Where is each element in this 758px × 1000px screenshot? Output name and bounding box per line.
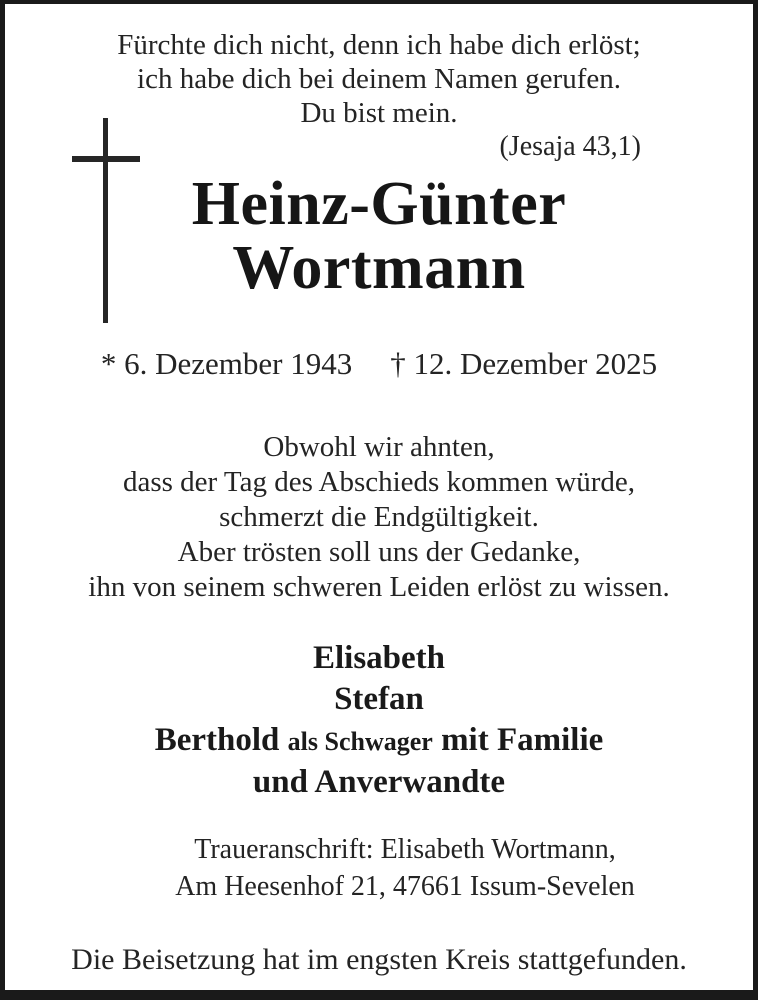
deceased-last-name: Wortmann (232, 234, 526, 302)
address-line-2: Am Heesenhof 21, 47661 Issum-Sevelen (175, 871, 635, 902)
life-dates (5, 346, 753, 382)
mourner-stefan: Stefan (334, 681, 424, 717)
mourner-berthold: Berthold (154, 722, 280, 758)
quote-attribution: (Jesaja 43,1) (499, 131, 641, 162)
birth-date: * 6. Dezember 1943 (100, 346, 353, 381)
eulogy-line-4: Aber trösten soll uns der Gedanke, (177, 536, 581, 568)
mourner-relation: als Schwager (287, 727, 433, 756)
death-date: † 12. Dezember 2025 (390, 346, 658, 381)
mourner-relatives: und Anverwandte (252, 764, 506, 800)
mourner-elisabeth: Elisabeth (312, 640, 446, 676)
eulogy-line-1: Obwohl wir ahnten, (263, 431, 495, 463)
funeral-note: Die Beisetzung hat im engsten Kreis stattgefunden. (71, 943, 687, 976)
cross-vertical-bar (103, 118, 108, 323)
quote-line-3: Du bist mein. (300, 97, 458, 129)
mourner-family-suffix: mit Familie (441, 722, 604, 758)
address-line-1: Traueranschrift: Elisabeth Wortmann, (194, 834, 616, 865)
eulogy-line-5: ihn von seinem schweren Leiden erlöst zu wissen. (88, 571, 670, 603)
quote-line-2: ich habe dich bei deinem Namen gerufen. (137, 63, 621, 95)
bible-quote (5, 28, 753, 130)
cross-horizontal-bar (72, 156, 140, 162)
deceased-name (5, 172, 753, 300)
eulogy-text (5, 430, 753, 605)
eulogy-line-3: schmerzt die Endgültigkeit. (219, 501, 539, 533)
deceased-first-names: Heinz-Günter (191, 170, 567, 238)
condolence-address (31, 831, 758, 905)
quote-line-1: Fürchte dich nicht, denn ich habe dich erlöst; (117, 29, 641, 61)
mourner-berthold-line (5, 720, 753, 762)
mourners-list (5, 638, 753, 803)
eulogy-line-2: dass der Tag des Abschieds kommen würde, (122, 466, 636, 498)
